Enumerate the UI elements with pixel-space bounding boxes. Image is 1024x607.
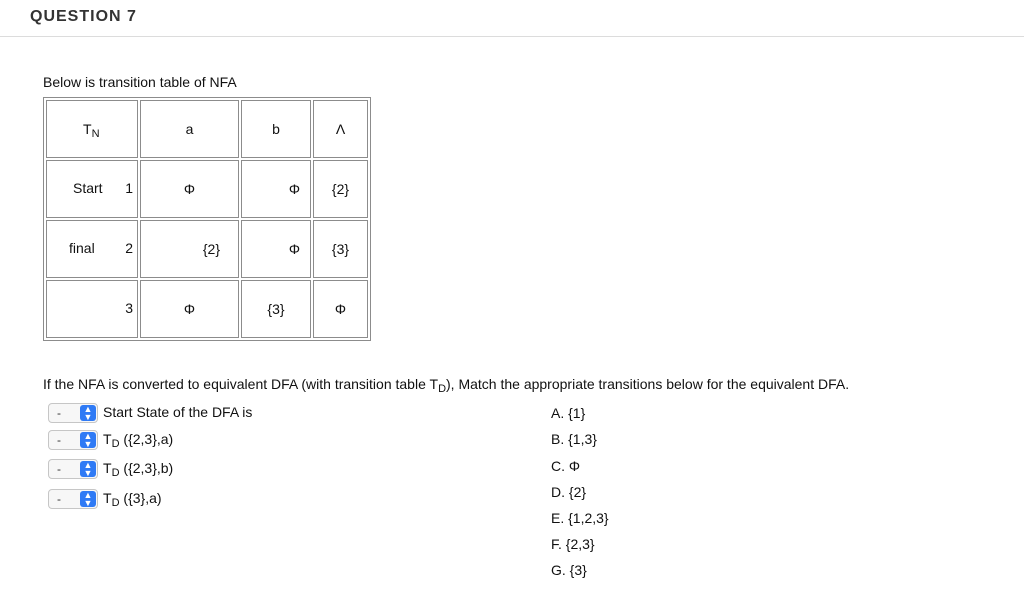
- question-header: [0, 0, 1024, 37]
- state-number: 2: [125, 240, 133, 256]
- select-value: -: [57, 433, 61, 447]
- match-select[interactable]: [48, 430, 98, 450]
- answer-option: D. {2}: [551, 484, 587, 500]
- table-row: [46, 160, 368, 218]
- cell-b: Φ: [241, 220, 311, 278]
- table-header-row: [46, 100, 368, 158]
- match-row: [48, 459, 173, 479]
- chevron-up-down-icon: ▲ ▼: [80, 405, 96, 421]
- question-text: If the NFA is converted to equivalent DFA (with transition table $T_D$), Match the appropriate transitions below for the equivalent DFA.: [43, 376, 850, 395]
- cell-a: Φ: [140, 280, 239, 338]
- cell-lambda: Φ: [313, 280, 368, 338]
- select-value: -: [57, 462, 61, 476]
- select-value: -: [57, 406, 61, 420]
- nfa-transition-table: [43, 97, 371, 341]
- state-label: Start: [73, 180, 103, 196]
- answer-option: F. {2,3}: [551, 536, 595, 552]
- header-col-a: a: [140, 100, 239, 158]
- match-row: [48, 430, 173, 450]
- table-row: [46, 220, 368, 278]
- match-label: $T_D$ ({3},a): [103, 489, 162, 509]
- answer-option: E. {1,2,3}: [551, 510, 609, 526]
- cell-lambda: {3}: [313, 220, 368, 278]
- answer-option: C. Φ: [551, 458, 581, 474]
- header-col-b: b: [241, 100, 311, 158]
- header-tn: $T_N$: [83, 121, 100, 140]
- match-row: [48, 403, 252, 423]
- cell-lambda: {2}: [313, 160, 368, 218]
- state-number: 3: [125, 300, 133, 316]
- match-select[interactable]: [48, 489, 98, 509]
- select-value: -: [57, 492, 61, 506]
- state-label: final: [69, 240, 95, 256]
- answer-option: A. {1}: [551, 405, 586, 421]
- intro-text: Below is transition table of NFA: [43, 74, 237, 90]
- match-label: $T_D$ ({2,3},b): [103, 459, 174, 479]
- state-cell: [46, 280, 138, 338]
- match-label: Start State of the DFA is: [103, 403, 253, 420]
- state-cell: [46, 160, 138, 218]
- match-select[interactable]: [48, 459, 98, 479]
- table-row: [46, 280, 368, 338]
- match-select[interactable]: [48, 403, 98, 423]
- header-col-lambda: Λ: [313, 100, 368, 158]
- question-title: QUESTION 7: [30, 8, 137, 25]
- cell-b: Φ: [241, 160, 311, 218]
- state-number: 1: [125, 180, 133, 196]
- header-tn-cell: [46, 100, 138, 158]
- cell-a: Φ: [140, 160, 239, 218]
- chevron-up-down-icon: ▲ ▼: [80, 491, 96, 507]
- cell-a: {2}: [140, 220, 239, 278]
- chevron-up-down-icon: ▲ ▼: [80, 461, 96, 477]
- state-cell: [46, 220, 138, 278]
- chevron-up-down-icon: ▲ ▼: [80, 432, 96, 448]
- cell-b: {3}: [241, 280, 311, 338]
- match-row: [48, 489, 162, 509]
- answer-option: G. {3}: [551, 562, 587, 578]
- answer-option: B. {1,3}: [551, 431, 597, 447]
- match-label: $T_D$ ({2,3},a): [103, 430, 174, 450]
